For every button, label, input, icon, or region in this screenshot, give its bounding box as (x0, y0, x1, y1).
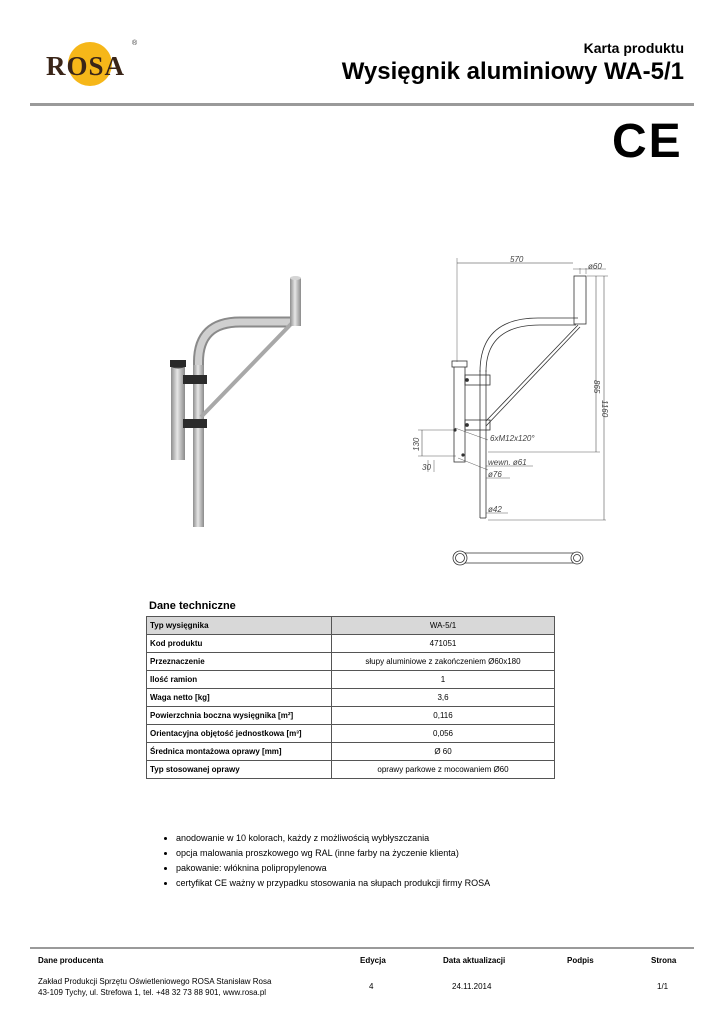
render-mount-sleeve (171, 366, 185, 460)
spec-label: Ilość ramion (147, 671, 332, 689)
table-row (147, 653, 555, 671)
edition-value: 4 (369, 982, 374, 991)
producer-line-1: Zakład Produkcji Sprzętu Oświetleniowego ROSA Stanisław Rosa (38, 977, 272, 986)
table-row (147, 689, 555, 707)
ce-mark-icon: CE (612, 115, 683, 168)
spec-label: Przeznaczenie (147, 653, 332, 671)
dim-30: 30 (422, 463, 431, 472)
spec-label: Typ wysięgnika (147, 617, 332, 635)
dim-pole: ø42 (488, 505, 502, 514)
dim-inner: wewn. ø61 (488, 458, 527, 467)
render-pole (193, 360, 204, 527)
specs-table (146, 616, 555, 779)
render-brace (201, 323, 292, 417)
update-date: 24.11.2014 (452, 982, 492, 991)
list-item: • anodowanie w 10 kolorach, każdy z możliwością wybłyszczania (176, 833, 490, 843)
producer-label: Dane producenta (38, 956, 104, 965)
spec-value: Ø 60 (332, 743, 555, 761)
render-clamp-upper (183, 375, 207, 384)
dim-outer: ø76 (488, 470, 502, 479)
dim-holes: 6xM12x120° (490, 434, 535, 443)
list-item: • pakowanie: włóknina polipropylenowa (176, 863, 490, 873)
producer-line-2: 43-109 Tychy, ul. Strefowa 1, tel. +48 32 73 88 901, www.rosa.pl (38, 988, 267, 997)
edition-label: Edycja (360, 956, 386, 965)
update-label: Data aktualizacji (443, 956, 506, 965)
table-row (147, 743, 555, 761)
render-sleeve-cap (170, 360, 186, 367)
bracket-render (170, 276, 301, 527)
page-label: Strona (651, 956, 677, 965)
dim-130: 130 (412, 437, 421, 451)
footer-divider (30, 947, 694, 949)
features-list (148, 833, 490, 893)
dim-height-upper: 865 (592, 380, 601, 394)
signature-label: Podpis (567, 956, 594, 965)
spec-value: 471051 (332, 635, 555, 653)
list-item: • certyfikat CE ważny w przypadku stosowania na słupach produkcji firmy ROSA (176, 878, 490, 888)
spec-value: 0,116 (332, 707, 555, 725)
render-top-tube (290, 278, 301, 326)
table-row (147, 671, 555, 689)
dim-width: 570 (510, 255, 524, 264)
logo-text: ROSA (46, 51, 126, 81)
spec-value: słupy aluminiowe z zakończeniem Ø60x180 (332, 653, 555, 671)
table-row (147, 725, 555, 743)
page-title: Wysięgnik aluminiowy WA-5/1 (341, 58, 684, 85)
spec-value: oprawy parkowe z mocowaniem Ø60 (332, 761, 555, 779)
page-number: 1/1 (657, 982, 669, 991)
spec-value: WA-5/1 (332, 617, 555, 635)
render-arm (199, 322, 291, 365)
render-clamp-lower (183, 419, 207, 428)
table-row (147, 761, 555, 779)
registered-mark: ® (132, 40, 138, 47)
technical-drawing (418, 258, 608, 565)
spec-label: Orientacyjna objętość jednostkowa [m³] (147, 725, 332, 743)
specs-title: Dane techniczne (149, 600, 236, 612)
table-row (147, 707, 555, 725)
spec-label: Kod produktu (147, 635, 332, 653)
document-type: Karta produktu (583, 40, 684, 56)
spec-label: Typ stosowanej oprawy (147, 761, 332, 779)
spec-value: 1 (332, 671, 555, 689)
spec-value: 3,6 (332, 689, 555, 707)
table-row (147, 635, 555, 653)
spec-label: Waga netto [kg] (147, 689, 332, 707)
dim-top-diameter: ø60 (588, 262, 602, 271)
spec-label: Powierzchnia boczna wysięgnika [m²] (147, 707, 332, 725)
list-item: • opcja malowania proszkowego wg RAL (inne farby na życzenie klienta) (176, 848, 490, 858)
dim-height-total: 1160 (600, 400, 609, 418)
spec-label: Średnica montażowa oprawy [mm] (147, 743, 332, 761)
spec-value: 0,056 (332, 725, 555, 743)
table-row (147, 617, 555, 635)
